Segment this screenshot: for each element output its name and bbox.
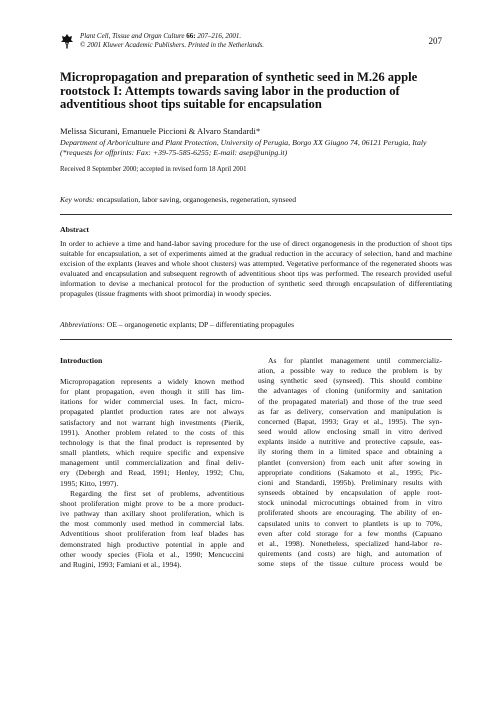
body-text-line: explants inside a nutritive and protective capsule, eas- [258, 437, 442, 447]
body-text-line: some steps of the tissue culture process would be [258, 559, 442, 569]
body-text-line: proliferated shoots are encouraging. The ability of en- [258, 508, 442, 518]
introduction-left-column [60, 377, 244, 570]
body-text-line: appropriate conditions (Sakamoto et al., 1995; Pic- [258, 467, 442, 477]
body-text-line: and Rugini, 1993; Famiani et al., 1994). [60, 559, 182, 569]
body-text-line: other woody species (Fiola et al., 1990; Mencuccini [60, 549, 244, 559]
author-affiliation: Department of Arboriculture and Plant Protection, University of Perugia, Borgo XX Giugno 74, 06121 Perugia, Italy (*requests for offprints: Fax: +39-75-585-6255; E-mail: asep@unipg.it) [60, 138, 427, 157]
abbreviations-label: Abbreviations: [60, 320, 105, 329]
body-text-line: quirements (and costs) are high, and automation of [258, 548, 442, 558]
body-text-line: ily storing them in a limited space and obtaining a [258, 447, 442, 457]
body-text-line: 1995; Kitto, 1997). [60, 478, 119, 488]
journal-name: Plant Cell, Tissue and Organ Culture [80, 32, 185, 40]
introduction-heading: Introduction [60, 356, 103, 365]
body-text-line: seed would allow enclosing small in vitro derived [258, 427, 442, 437]
body-text-line: propagated plantlet production rates are not always [60, 407, 244, 417]
body-text-line: as far as delivery, conservation and manipulation is [258, 406, 442, 416]
body-text-line: 1991). Another problem related to the costs of this [60, 427, 244, 437]
body-text-line: ation, a possible way to reduce the problem is by [258, 366, 442, 376]
body-text-line: using synthetic seed (synseed). This should combine [258, 376, 442, 386]
body-text-line: even after cold storage for a few months (Capuano [258, 528, 442, 538]
body-text-line: technology is that the final product is represented by [60, 437, 244, 447]
abstract-heading: Abstract [60, 225, 90, 234]
keywords-line [60, 195, 296, 204]
body-text-line: Regarding the first set of problems, adventitious [70, 488, 244, 498]
keywords-text: encapsulation, labor saving, organogenesis, regeneration, synseed [96, 195, 296, 204]
abstract-bottom-rule [60, 339, 452, 340]
body-text-line: As for plantlet management until commercializ- [268, 356, 442, 365]
body-text-line: Micropropagation represents a widely known method [60, 377, 244, 386]
body-text-line: stock uninodal microcuttings obtained from in vitro [258, 498, 442, 508]
journal-pages-year: 207–216, 2001. [195, 32, 242, 40]
introduction-right-column [258, 356, 442, 569]
abbreviations-line [60, 320, 294, 329]
body-text-line: Adventitious shoot proliferation from leaf blades has [60, 529, 244, 539]
body-text-line: small plantlets, which require specific and expensive [60, 448, 244, 458]
body-text-line: plantlet (conversion) from each unit after sowing in [258, 457, 442, 467]
author-list: Melissa Sicurani, Emanuele Piccioni & Alvaro Standardi* [60, 126, 261, 136]
body-text-line: et al., 1998). Nonetheless, specialized hand-labor re- [258, 538, 442, 548]
received-dates: Received 8 September 2000; accepted in revised form 18 April 2001 [60, 166, 247, 173]
body-text-line: of the propagated material) and those of the true seed [258, 396, 442, 406]
article-title: Micropropagation and preparation of synthetic seed in M.26 apple rootstock I: Attempts towards saving labor in the production of adventitious shoot tips suitable for encapsulation [60, 70, 418, 111]
copyright-line: © 2001 Kluwer Academic Publishers. Printed in the Netherlands. [80, 41, 265, 49]
abbreviations-text: OE – organogenetic explants; DP – differentiating propagules [106, 320, 295, 329]
body-text-line: the advantages of cloning (uniformity and sanitation [258, 386, 442, 396]
abstract-top-rule [60, 214, 452, 215]
body-text-line: shoot proliferation might prove to be a more product- [60, 498, 244, 508]
publisher-tree-icon [60, 33, 74, 49]
page-number: 207 [428, 36, 442, 46]
journal-volume: 66: [186, 32, 196, 40]
journal-citation [80, 32, 264, 50]
keywords-label: Key words: [60, 195, 95, 204]
body-text-line: the most commonly used method in commercial labs. [60, 519, 244, 529]
body-text-line: demonstrated high productive potential in apple and [60, 539, 244, 549]
body-text-line: concerned (Bapat, 1993; Gray et al., 1995). The syn- [258, 416, 442, 426]
body-text-line: ery (Debergh and Read, 1991; Henley, 1992; Chu, [60, 468, 244, 478]
body-text-line: ive pathway than axillary shoot proliferation, which is [60, 509, 244, 519]
body-text-line: for plant propagation, even though it still has lim- [60, 387, 244, 397]
body-text-line: itations for wider commercial uses. In fact, micro- [60, 397, 244, 407]
body-text-line: cioni and Standardi, 1995b). Preliminary results with [258, 477, 442, 487]
abstract-text: In order to achieve a time and hand-labor saving procedure for the use of direct organogenesis in the production of shoot tips suitable for encapsulation, a set of experiments aimed at the gradual reduction in the accuracy of selection, hand and machine excision of the explants (leaves and whole shoot clusters) was attempted. Vegetative performance of the regenerated shoots was evaluated and encapsulation and subsequent regrowth of adventitious shoot tips was performed. The research provided useful information to devise a mechanical protocol for the production of synthetic seed through encapsulation of differentiating propagules (tissue fragments with shoot primordia) in woody species. [60, 239, 452, 299]
body-text-line: capsulated units to convert to plantlets is up to 70%, [258, 518, 442, 528]
body-text-line: satisfactory and not warrant high investments (Pierik, [60, 417, 244, 427]
body-text-line: management until commercialization and final deliv- [60, 458, 244, 468]
body-text-line: synseeds obtained by encapsulation of apple root- [258, 488, 442, 498]
